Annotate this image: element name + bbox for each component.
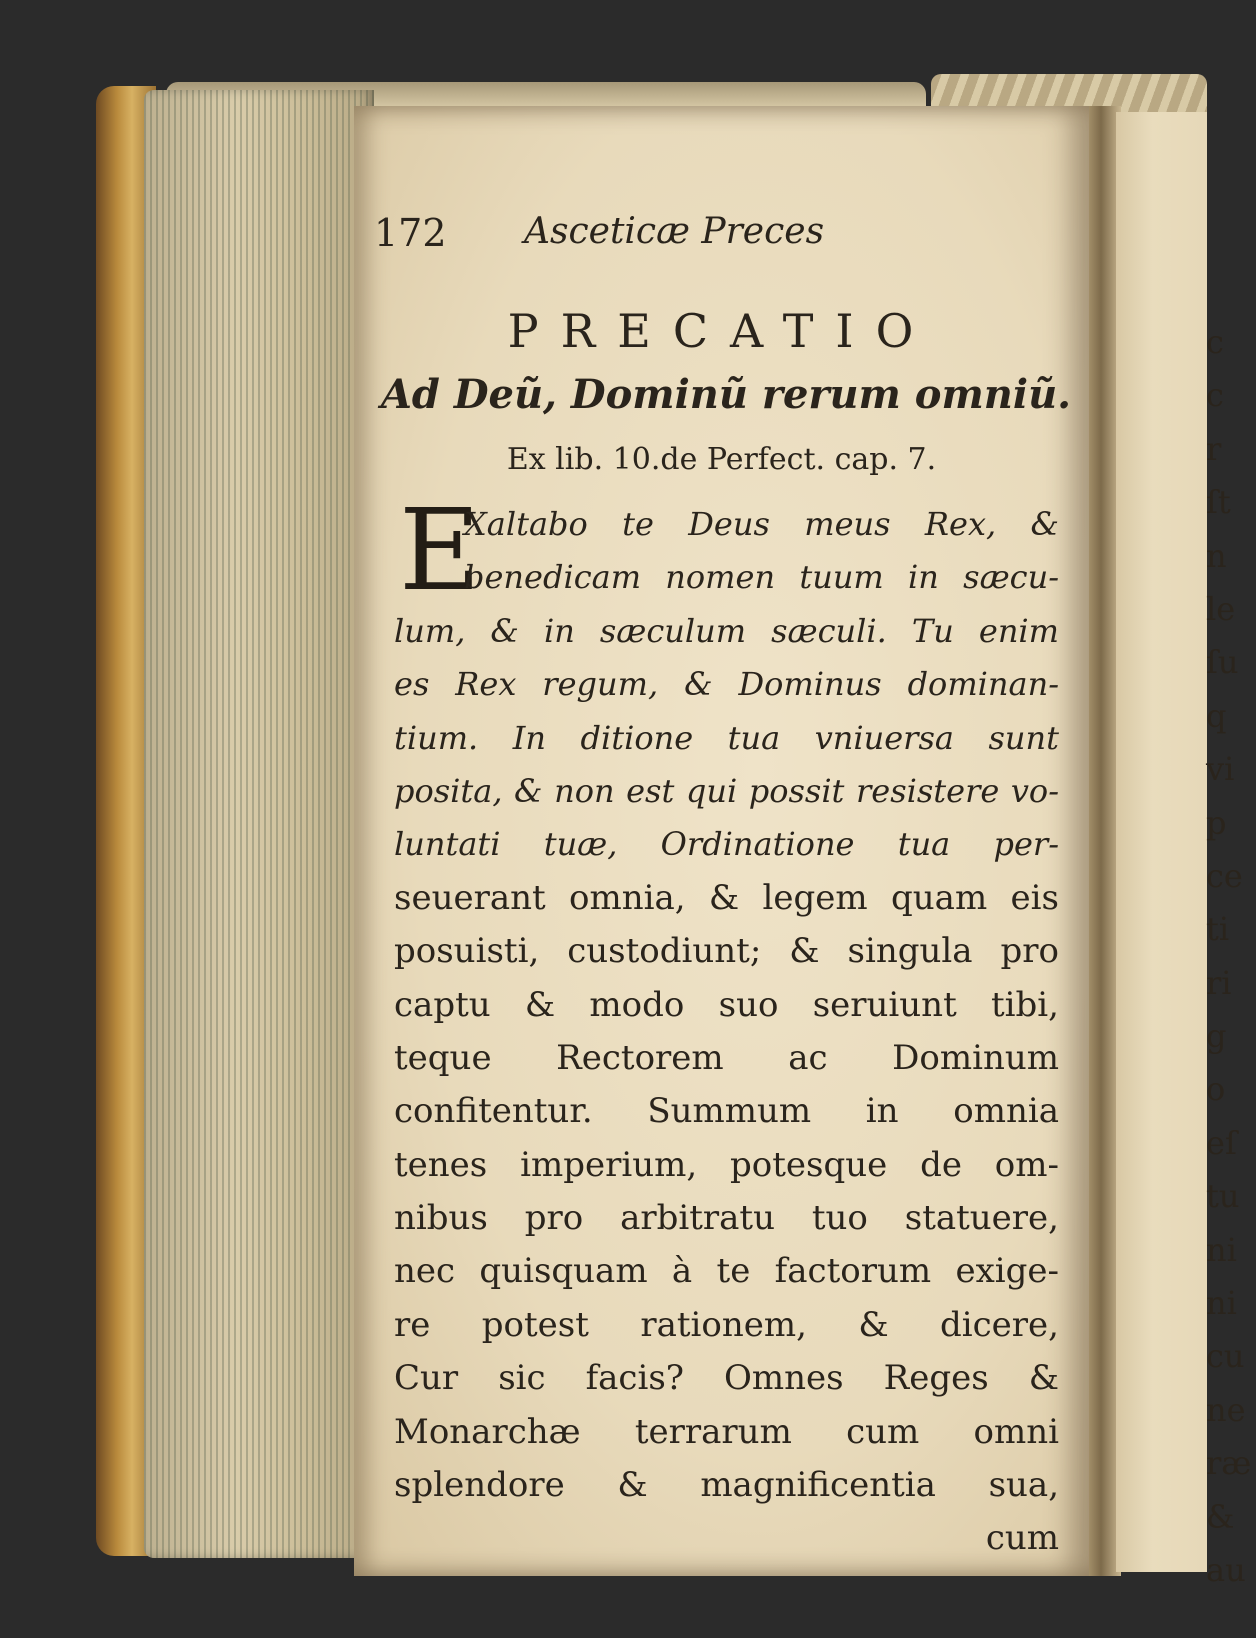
text-line: teque Rectorem ac Dominum (394, 1037, 1059, 1078)
text-line: luntati tuæ, Ordinatione tua per- (394, 825, 1059, 864)
body-text (394, 486, 1059, 1566)
facing-page-fragment: ti (1206, 910, 1230, 949)
drop-cap: E (399, 486, 481, 616)
text-line: nibus pro arbitratu tuo statuere, (394, 1198, 1059, 1239)
facing-page-fragment: p (1206, 803, 1227, 842)
facing-page-fragment: ni (1206, 1284, 1237, 1323)
facing-page (1116, 112, 1207, 1572)
source-citation: Ex lib. 10.de Perfect. cap. 7. (506, 442, 937, 477)
facing-page-fragment: au (1206, 1550, 1246, 1589)
text-line: captu & modo suo seruiunt tibi, (394, 984, 1059, 1025)
text-line: posita, & non est qui possit resistere vo- (394, 771, 1059, 810)
text-line: splendore & magnificentia sua, (394, 1465, 1059, 1506)
prayer-subheading: Ad Deũ, Dominũ rerum omniũ. (380, 371, 1072, 418)
facing-page-fragment: ni (1206, 1230, 1237, 1269)
facing-page-fragment: c (1206, 376, 1224, 415)
facing-page-fragment: q (1206, 696, 1227, 735)
page-number: 172 (374, 211, 447, 255)
open-book (96, 66, 1252, 1589)
text-line: re potest rationem, & dicere, (394, 1304, 1059, 1345)
facing-page-fragment: tu (1206, 1177, 1240, 1216)
facing-page-fragment: r (1206, 429, 1222, 468)
text-line: Xaltabo te Deus meus Rex, & (464, 505, 1059, 543)
facing-page-fragment: n (1206, 536, 1227, 575)
text-line: es Rex regum, & Dominus dominan- (394, 665, 1059, 704)
text-line: confitentur. Summum in omnia (394, 1091, 1059, 1132)
left-page (354, 106, 1089, 1576)
facing-page-fragment: le (1206, 589, 1236, 628)
facing-page-fragment: o (1206, 1070, 1226, 1109)
text-line: tenes imperium, potesque de om- (394, 1144, 1059, 1185)
catchword: cum (985, 1518, 1059, 1559)
facing-page-fragment: ri (1206, 963, 1232, 1002)
text-line: lum, & in sæculum sæculi. Tu enim (394, 611, 1059, 650)
facing-page-fragment: ne (1206, 1390, 1246, 1429)
facing-page-fragment: eſ (1206, 1123, 1237, 1162)
facing-page-fragments (1206, 316, 1256, 1597)
text-line: Monarchæ terrarum cum omni (394, 1411, 1059, 1452)
facing-page-fragment: ſt (1206, 483, 1231, 522)
text-line: benedicam nomen tuum in sæcu- (464, 558, 1059, 597)
text-line: seuerant omnia, & legem quam eis (394, 877, 1059, 918)
text-line: tium. In ditione tua vniuersa sunt (394, 718, 1059, 757)
text-line: Cur sic facis? Omnes Reges & (394, 1358, 1059, 1399)
facing-page-fragment: ce (1206, 856, 1243, 895)
text-line: nec quisquam à te factorum exige- (394, 1251, 1059, 1292)
facing-page-fragment: c (1206, 323, 1224, 361)
prayer-heading: PRECATIO (507, 304, 936, 358)
page-block-edges (144, 90, 374, 1558)
facing-page-fragment: vi (1206, 750, 1235, 789)
facing-page-fragment: cu (1206, 1337, 1245, 1376)
running-title: Asceticæ Preces (524, 211, 825, 252)
running-head (374, 211, 894, 261)
text-line: posuisti, custodiunt; & singula pro (394, 931, 1059, 972)
facing-page-fragment: & (1206, 1497, 1235, 1536)
facing-page-fragment: ſu (1206, 643, 1239, 682)
facing-page-fragment: ræ (1206, 1444, 1252, 1483)
facing-page-fragment: g (1206, 1017, 1227, 1056)
